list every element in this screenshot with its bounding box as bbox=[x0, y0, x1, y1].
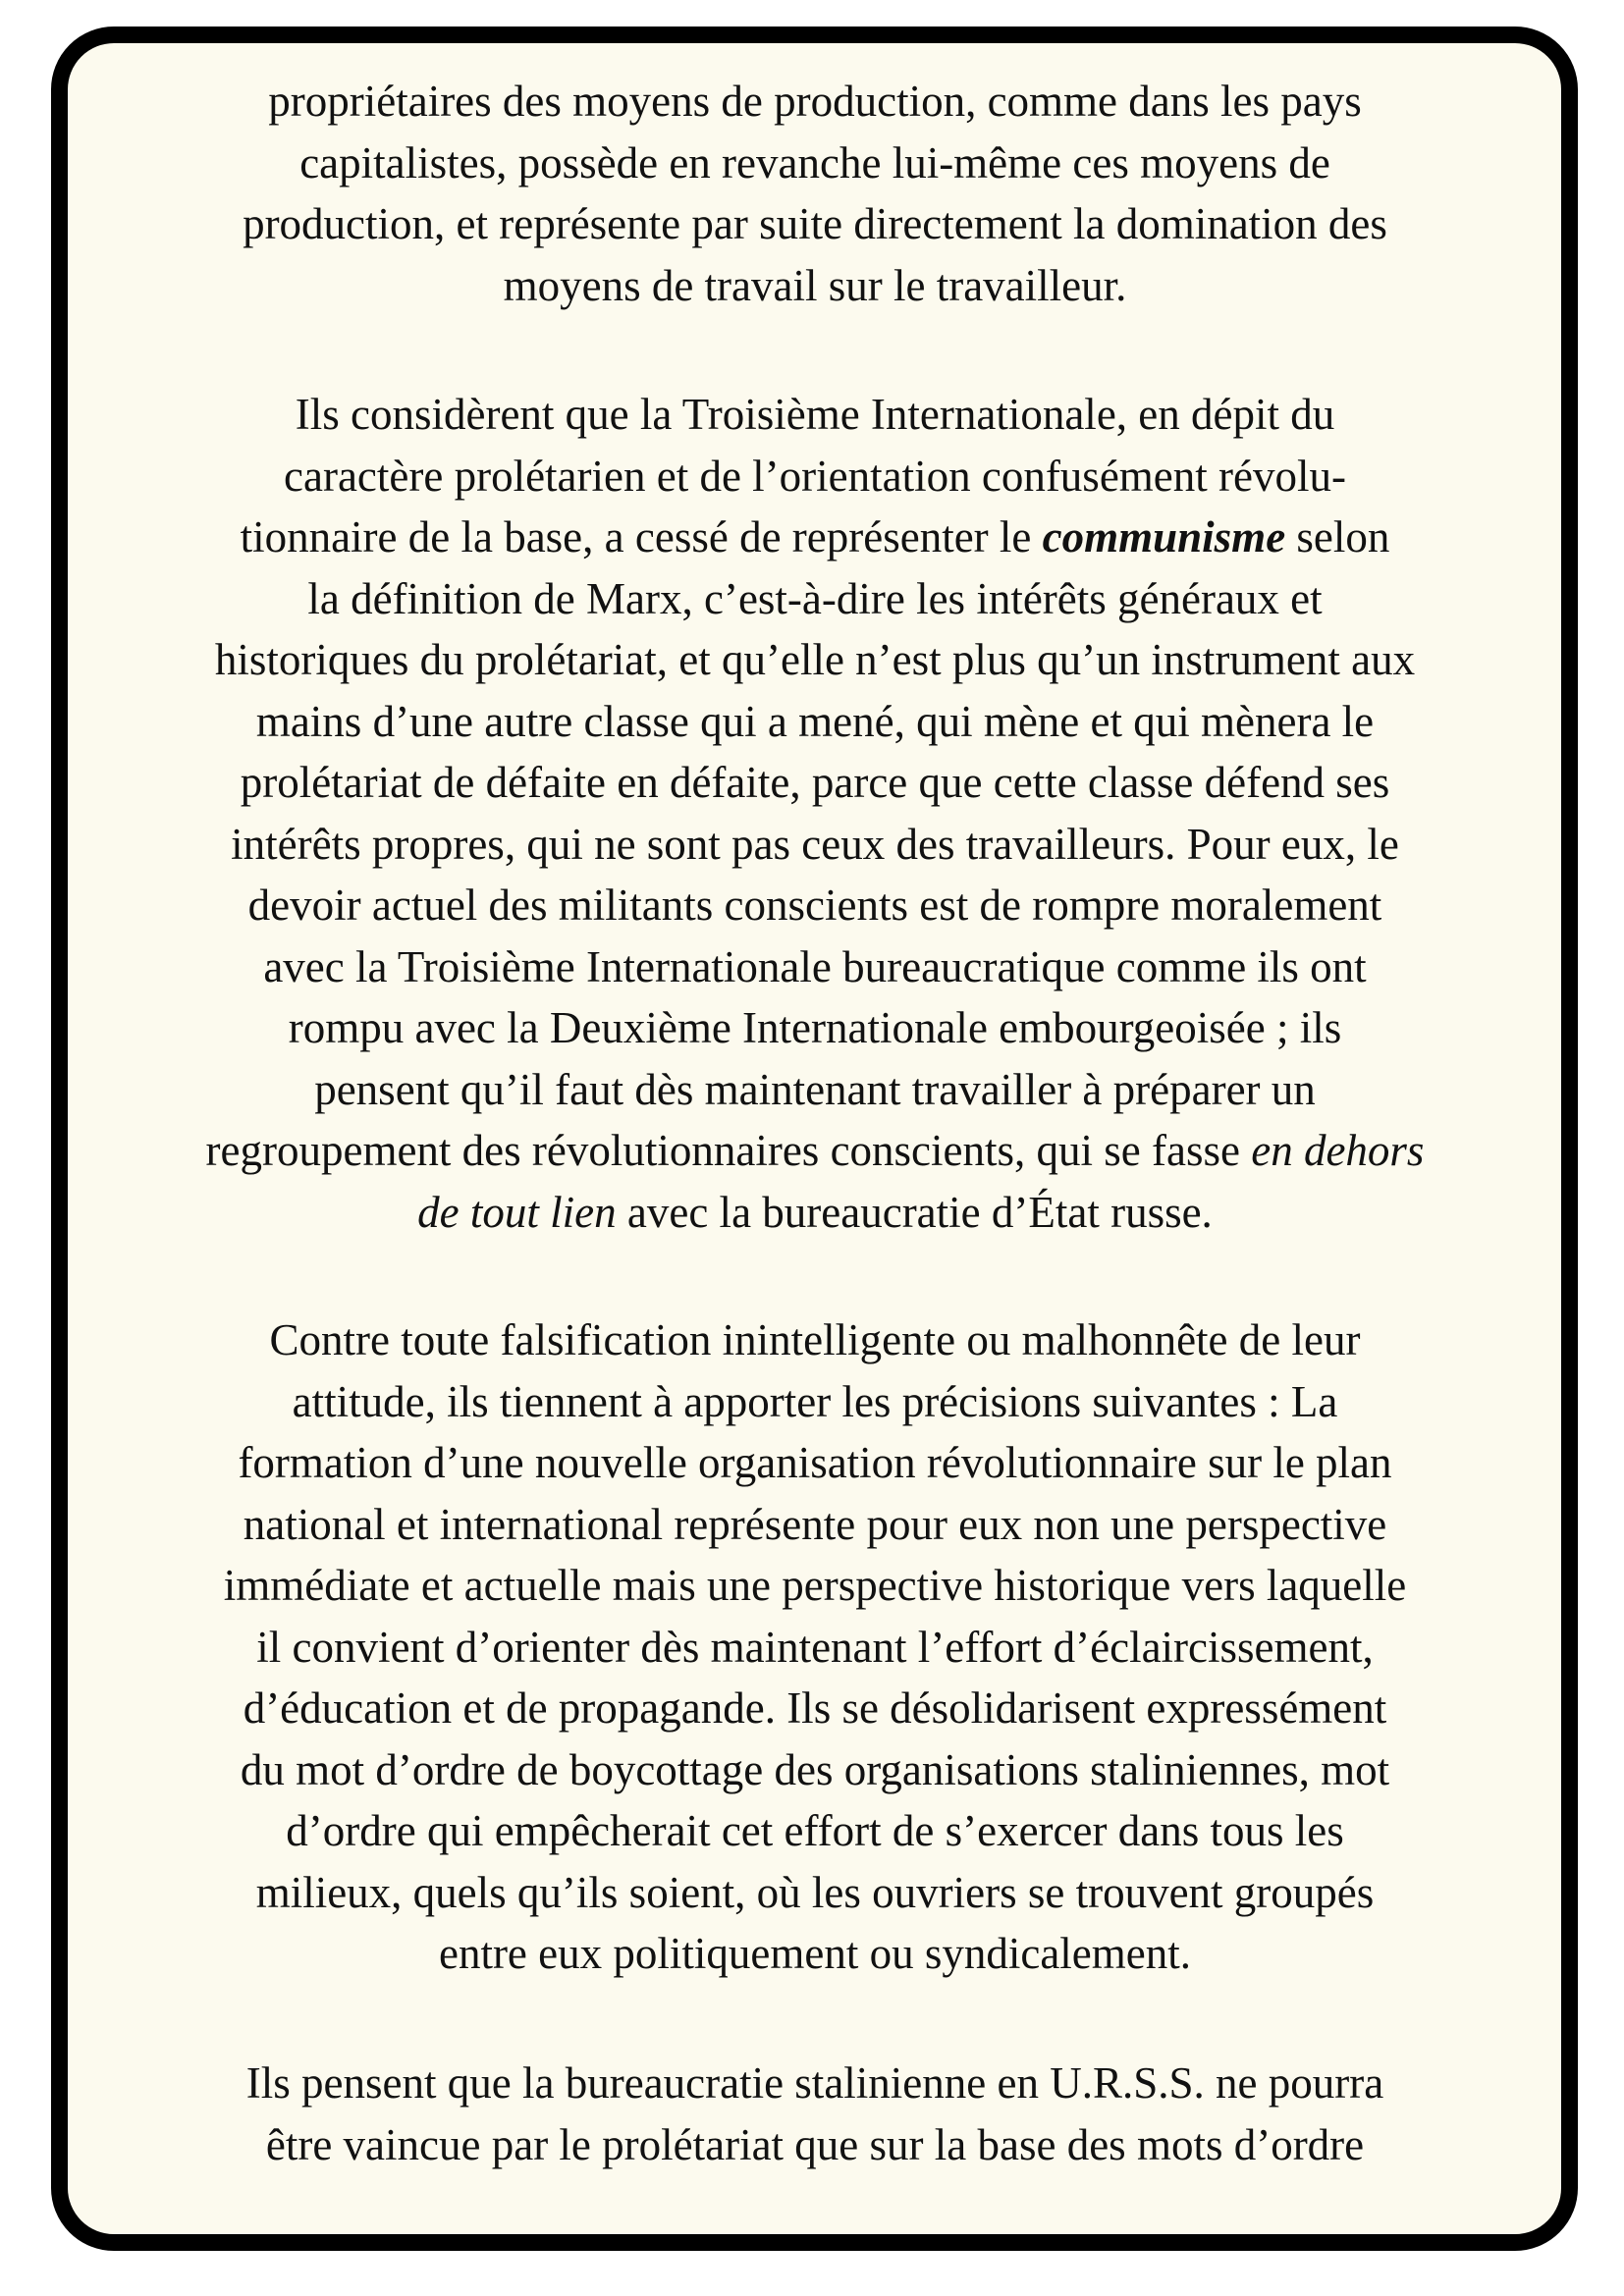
text-line bbox=[69, 1739, 1561, 1801]
text-run: entre eux politiquement ou syndicalement. bbox=[438, 1929, 1192, 1978]
text-line bbox=[69, 1862, 1561, 1924]
text-line bbox=[69, 133, 1561, 194]
text-line bbox=[69, 1120, 1561, 1182]
text-line bbox=[69, 1059, 1561, 1121]
text-line bbox=[69, 1923, 1561, 1985]
text-line bbox=[69, 1494, 1561, 1556]
text-run: prolétariat de défaite en défaite, parce que cette classe défend ses bbox=[240, 758, 1390, 807]
text-run: immédiate et actuelle mais une perspective historique vers laquelle bbox=[223, 1561, 1407, 1610]
text-run: propriétaires des moyens de production, comme dans les pays bbox=[268, 77, 1362, 126]
text-run: d’ordre qui empêcherait cet effort de s’exercer dans tous les bbox=[286, 1806, 1344, 1855]
text-run: rompu avec la Deuxième Internationale embourgeoisée ; ils bbox=[288, 1003, 1342, 1052]
text-line bbox=[69, 936, 1561, 998]
text-run: moyens de travail sur le travailleur. bbox=[503, 260, 1127, 310]
text-line bbox=[69, 507, 1561, 568]
text-run: tionnaire de la base, a cessé de représenter le bbox=[240, 512, 1043, 561]
text-run: selon bbox=[1285, 512, 1390, 561]
text-line bbox=[69, 752, 1561, 814]
text-run: du mot d’ordre de boycottage des organisations staliniennes, mot bbox=[240, 1744, 1390, 1794]
text-line bbox=[69, 814, 1561, 876]
text-line bbox=[69, 1617, 1561, 1679]
italic-text-run: en dehors bbox=[1251, 1126, 1425, 1175]
text-run: attitude, ils tiennent à apporter les précisions suivantes : La bbox=[292, 1376, 1338, 1426]
text-line bbox=[69, 255, 1561, 317]
text-line bbox=[69, 1678, 1561, 1739]
paragraph-1 bbox=[69, 71, 1561, 316]
text-line bbox=[69, 1432, 1561, 1494]
text-run: avec la Troisième Internationale bureaucratique comme ils ont bbox=[263, 941, 1367, 991]
text-run: regroupement des révolutionnaires conscients, qui se fasse bbox=[205, 1126, 1252, 1175]
italic-text-run: de tout lien bbox=[417, 1187, 617, 1237]
emphasis-text-run: communisme bbox=[1042, 512, 1286, 561]
text-run: avec la bureaucratie d’État russe. bbox=[616, 1187, 1213, 1237]
text-run: pensent qu’il faut dès maintenant travailler à préparer un bbox=[314, 1064, 1316, 1114]
text-line bbox=[69, 1182, 1561, 1244]
text-line bbox=[69, 384, 1561, 446]
text-run: Ils considèrent que la Troisième Internationale, en dépit du bbox=[295, 390, 1335, 439]
text-line bbox=[69, 1800, 1561, 1862]
text-line bbox=[69, 1309, 1561, 1371]
text-line bbox=[69, 2114, 1561, 2176]
text-run: milieux, quels qu’ils soient, où les ouvriers se trouvent groupés bbox=[255, 1867, 1375, 1917]
text-line bbox=[69, 71, 1561, 133]
text-run: caractère prolétarien et de l’orientation confusément révolu- bbox=[284, 451, 1346, 501]
text-line bbox=[69, 997, 1561, 1059]
paragraph-4 bbox=[69, 2053, 1561, 2175]
paragraph-2 bbox=[69, 384, 1561, 1243]
text-run: formation d’une nouvelle organisation révolutionnaire sur le plan bbox=[238, 1438, 1392, 1487]
text-line bbox=[69, 193, 1561, 255]
paragraph-3 bbox=[69, 1309, 1561, 1985]
text-line bbox=[69, 1555, 1561, 1617]
text-run: Ils pensent que la bureaucratie stalinienne en U.R.S.S. ne pourra bbox=[245, 2058, 1384, 2108]
text-line bbox=[69, 446, 1561, 507]
text-run: historiques du prolétariat, et qu’elle n’est plus qu’un instrument aux bbox=[214, 635, 1416, 684]
text-run: intérêts propres, qui ne sont pas ceux des travailleurs. Pour eux, le bbox=[231, 819, 1399, 869]
text-line bbox=[69, 1371, 1561, 1433]
text-line bbox=[69, 2053, 1561, 2114]
text-run: mains d’une autre classe qui a mené, qui mène et qui mènera le bbox=[255, 696, 1375, 746]
text-run: d’éducation et de propagande. Ils se désolidarisent expressément bbox=[243, 1683, 1387, 1733]
text-run: Contre toute falsification inintelligente ou malhonnête de leur bbox=[269, 1315, 1361, 1364]
text-run: production, et représente par suite directement la domination des bbox=[243, 199, 1387, 248]
text-line bbox=[69, 568, 1561, 630]
text-run: devoir actuel des militants conscients est de rompre moralement bbox=[247, 881, 1382, 930]
text-run: il convient d’orienter dès maintenant l’effort d’éclaircissement, bbox=[256, 1622, 1374, 1672]
text-run: national et international représente pour eux non une perspective bbox=[243, 1499, 1387, 1549]
text-run: être vaincue par le prolétariat que sur la base des mots d’ordre bbox=[265, 2119, 1365, 2169]
text-run: capitalistes, possède en revanche lui-même ces moyens de bbox=[299, 137, 1330, 187]
text-run: la définition de Marx, c’est-à-dire les intérêts généraux et bbox=[307, 573, 1323, 623]
text-line bbox=[69, 875, 1561, 936]
text-line bbox=[69, 629, 1561, 691]
text-line bbox=[69, 691, 1561, 753]
